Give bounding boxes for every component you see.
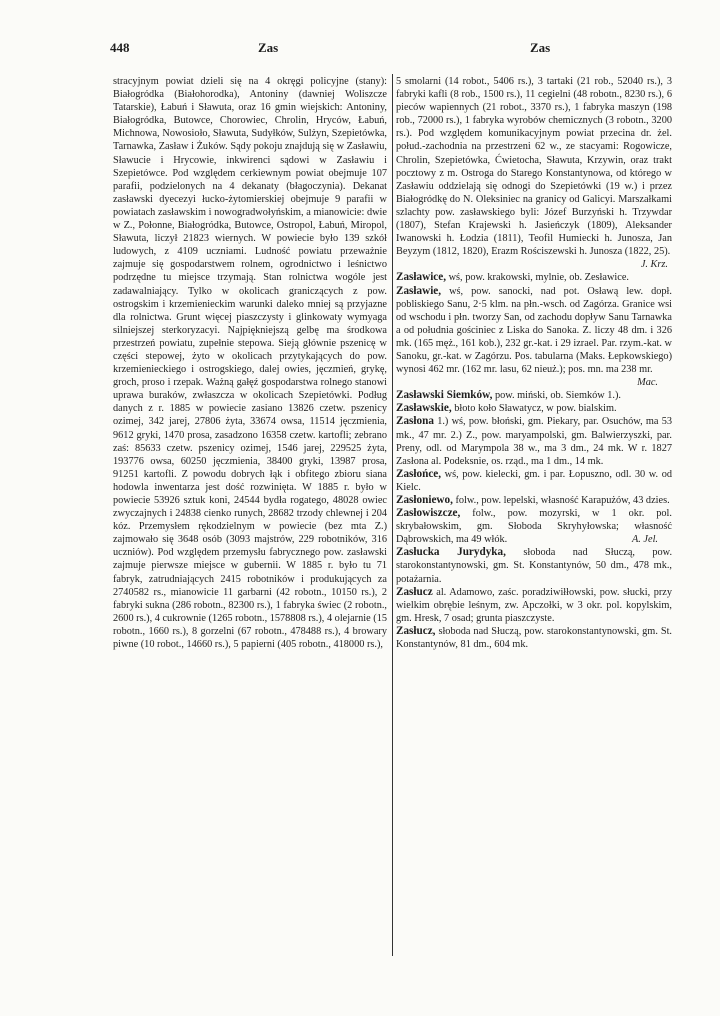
entry-headword: Zasławski Siemków, [396,389,493,402]
entry-text: wś, pow. sanocki, nad pot. Osławą lew. dopł. pobliskiego Sanu, 2·5 klm. na płn.-wsch. od Zagórza. Granice wsi od wschodu i płn. tworzy San, od zachodu dopływ Sanu Tarnawka a od południa gościniec z Liska do Sanoka. Z. liczy 48 dm. i 326 mk. (165 męż., 161 kob.), 232 gr.-kat. i 29 izrael. Par. rzym.-kat. w Sanoku, gr.-kat. w Zagórzu. Pos. tabularna (Maks. Łepkowskiego) wynosi 462 mr. (162 mr. lasu, 62 nieuż.); pos. mn. ma 238 mr. [396,285,672,376]
entry-text: 1.) wś, pow. błoński, gm. Piekary, par. Osuchów, ma 53 mk., 47 mr. 2.) Z., pow. maryampolski, gm. Balwierzyszki, par. Preny, odl. od Marympola 38 w., ma 3 dm., 24 mk. W r. 1827 Zasłona al. Podeksnie, os. rząd., ma 1 dm., 14 mk. [396,416,672,467]
right-column-intro [396,75,672,271]
entry-text: pow. miński, ob. Siemków 1.). [494,390,621,402]
page-number: 448 [110,40,130,55]
intro-author: J. Krz. [640,259,668,271]
dictionary-entry [396,625,672,651]
entry-text: wś, pow. krakowski, mylnie, ob. Zesławice. [448,272,629,284]
dictionary-entry [396,402,672,415]
entry-list [396,271,672,651]
dictionary-entry [396,546,672,585]
entry-headword: Zasłucka Jurydyka, [396,546,506,559]
dictionary-entry [396,586,672,625]
entry-headword: Zasławskie, [396,402,452,415]
entry-text: al. Adamowo, zaśc. poradziwiłłowski, pow. słucki, przy wielkim obrębie leśnym, zw. Apczołki, w 3 okr. pol. kopylskim, gm. Hresk, 7 osad; grunta piaszczyste. [396,586,672,624]
entry-headword: Zasłucz [396,585,433,598]
right-column [396,75,672,955]
entry-text: słoboda nad Słuczą, pow. starokonstantynowski, gm. St. Konstantynów, 50 dm., 478 mk., potażarnia. [396,547,672,585]
dictionary-entry [396,468,672,494]
dictionary-entry [396,507,672,546]
entry-headword: Zasłucz, [396,624,436,637]
entry-headword: Zasłońce, [396,467,442,480]
page-header [110,40,660,62]
entry-headword: Zasławie, [396,284,442,297]
dictionary-entry [396,284,672,389]
right-running-head: Zas [530,40,551,55]
entry-headword: Zasłoniewo, [396,494,453,506]
entry-author: Mac. [637,377,658,389]
left-running-head: Zas [258,40,279,55]
left-column-text: stracyjnym powiat dzieli się na 4 okręgi policyjne (stany): Białogródka (Białohorodka), Antoniny (dawniej Woliszcze Tatarskie), Łabuń i Sławuta, oraz 16 gmin wiejskich: Antoniny, Białogródka, Butowce, Chorowiec, Chrolin, Hryców, Łabuń, Michnowa, Nowosioło, Sławuta, Sudyłków, Sulżyn, Szepietówka, Tarnawka, Zasław i Żuków. Sądy pokoju znajdują się w Zasławiu, Sławucie i Hrycowie, inkwirenci sądowi w Zasławiu i Szepietówce. Pod względem cerkiewnym powiat obejmuje 107 parafii, podzielonych na 4 dekanaty (błagoczynia). Dekanat zasławski dyecezyi łucko-żytomierskiej obejmuje 9 parafii w powiatach zasławskim i nowogradwołyńskim, a mianowicie: dwie w Z., Połonne, Białogródka, Butowce, Ostropol, Łabuń, Miropol, Sławuta, liczył 21823 wiernych. W powiecie było 139 szkół ludowych, z 4109 uczniami. Ludność powiatu przeważnie zajmuje się gospodarstwem rolnem, ogrodnictwo i leśnictwo podrzędne tu miejsce trzymają. Stan rolnictwa wogóle jest zadawalniający. Tylko w okolicach graniczących z pow. ostrogskim i krzemienieckim warunki daleko mniej są przyjazne dla rolnictwa. Grunt więcej piaszczysty i glinkowaty wymyaga silniejszej sterkoryzacyi. Najpiękniejszą gelbę ma środkowa przestrzeń powiatu, zupełnie stepowa. Sieją głównie pszenicę w części stepowej, żyto w okolicach przytykających do pow. krzemienieckiego i ostrogskiego, dalej owies, jęczmień, grykę, groch, proso i rzepak. Ważną gałęź gospodarstwa rolnego stanowi uprawa buraków, zwłaszcza w okolicach Szepietówki. Podług danych z r. 1885 w powiecie zasiano 13826 czetw. pszenicy ozimej, 342 jarej, 27806 żyta, 33674 owsa, 11514 jęczmienia, 9612 gryki, 1470 prosa, zasadzono 16358 czetw. kartofli; zebrano zaś: 85633 czetw. pszenicy ozimej, 1546 jarej, 229525 żyta, 193776 owsa, 60250 jęczmienia, 38400 gryki, 13987 prosa, 91251 kartofli. Z powodu dobrych łąk i obfitego zbioru siana hodowla inwentarza jest dość rozwinięta. W 1885 r. było w powiecie 53926 sztuk koni, 24544 bydła rogatego, 48028 owiec zwyczajnych i 24838 cienko runych, 28682 trzody chlewnej i 204 kóz. Przemysłem rękodzielnym w powiecie (bez mta Z.) zajmowało się 3648 osób (3093 majstrów, 229 robotników, 316 uczniów). Pod względem przemysłu fabrycznego pow. zasławski zajmuje pierwsze miejsce w gubernii. W 1885 r. było tu 71 fabryk, zatrudniających 2415 robotników i produkujących za 2740582 rs., mianowicie 11 garbarni (42 robotn., 10150 rs.), 2 fabryki sukna (286 robotn., 82300 rs.), 1 fabryka świec (2 robotn., 2600 rs.), 4 cukrownie (1265 robotn., 1578808 rs.), 4 olejarnie (15 robotn., 1660 rs.), 8 gorzelni (67 robotn., 478488 rs.), 4 browary piwne (10 robot., 14660 rs.), 5 papierni (405 robotn., 418000 rs.), [113,76,387,651]
entry-author: A. Jel. [631,534,658,546]
entry-text: folw., pow. lepelski, własność Karapużów, 43 dzies. [455,495,670,506]
dictionary-entry [396,494,672,507]
entry-text: błoto koło Sławatycz, w pow. bialskim. [454,403,617,415]
entry-headword: Zasławice, [396,271,447,284]
entry-headword: Zasłowiszcze, [396,507,461,520]
dictionary-entry [396,271,672,284]
intro-text: 5 smolarni (14 robot., 5406 rs.), 3 tartaki (21 rob., 52040 rs.), 3 fabryki kafli (8 rob., 1500 rs.), 11 cegielni (48 robotn., 8230 rs.), 6 pieców wapiennych (21 robot., 3370 rs.), 1 fabryka maszyn (198 rob., 72000 rs.), 1 fabryka wyrobów chemicznych (3 robotn., 3200 rs.). Pod względem komunikacyjnym powiat przecina dr. żel. połud.-zachodnia na przestrzeni 62 w., ze stacyami: Rogowicze, Chrolin, Szepietówka, Ćwietocha, Sławuta, Krzywin, oraz trakt pocztowy z m. Ostroga do Starego Konstantynowa, od którego w Zasławiu oddzielają się odnogi do Szepietówki (19 w.) i przez Białogródkę do N. Oleksiniec na granicy od Galicyi. Marszałkami szlachty pow. zasławskiego byli: Józef Burzyński h. Trzywdar (1807), Stefan Krajewski h. Jasieńczyk (1809), Aleksander Iwanowski h. Łodzia (1811), Teofil Humiecki h. Junosza, Jan Beyzym (1812, 1820), Erazm Rościszewski h. Junosza (1822, 25). [396,76,672,258]
dictionary-entry [396,389,672,402]
left-column [113,75,387,955]
entry-text: wś, pow. kielecki, gm. i par. Łopuszno, odl. 30 w. od Kielc. [396,468,672,493]
entry-headword: Zasłona [396,415,434,428]
column-divider [392,74,393,956]
entry-text: słoboda nad Słuczą, pow. starokonstantynowski, gm. St. Konstantynów, 81 dm., 604 mk. [396,625,672,651]
dictionary-entry [396,415,672,467]
entry-text: folw., pow. mozyrski, w 1 okr. pol. skrybałowskim, gm. Słoboda Skryhyłowska; własność Dąbrowskich, ma 49 włók. [396,508,672,546]
